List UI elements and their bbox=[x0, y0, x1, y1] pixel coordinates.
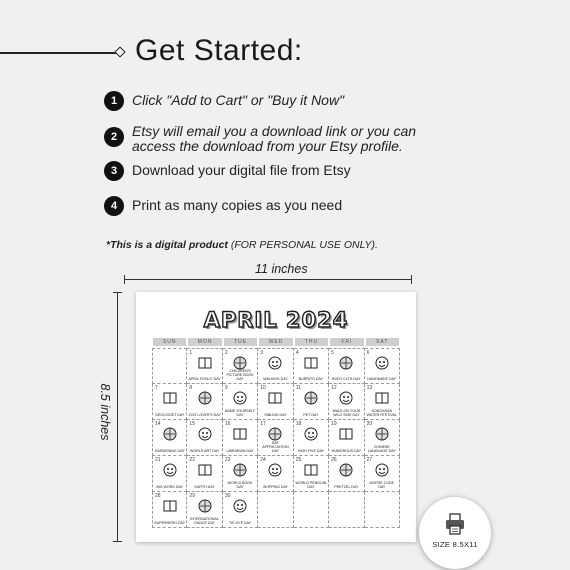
circle-words-icon bbox=[162, 462, 178, 478]
animals-icon bbox=[338, 390, 354, 406]
day-caption: APRIL FOOLS' DAY bbox=[188, 377, 221, 381]
calendar-day-cell bbox=[329, 420, 364, 456]
diamond-ornament bbox=[114, 46, 125, 57]
calendar-day-cell bbox=[294, 456, 329, 492]
day-number: 10 bbox=[260, 385, 266, 391]
day-caption: HUMOROUS DAY bbox=[331, 449, 362, 453]
step-number: 2 bbox=[104, 127, 124, 147]
calendar-day-cell bbox=[258, 384, 293, 420]
day-caption: SKIPPING DAY bbox=[262, 485, 289, 489]
day-number: 20 bbox=[366, 421, 373, 427]
day-number: 17 bbox=[260, 421, 266, 427]
burrito-icon bbox=[303, 355, 319, 371]
globe-art-icon bbox=[197, 426, 213, 442]
day-caption: GARDENING DAY bbox=[154, 449, 185, 453]
page-title: Get Started: bbox=[135, 34, 303, 67]
step-2 bbox=[104, 124, 432, 154]
calendar-day-cell bbox=[223, 456, 258, 492]
calendar-day-cell bbox=[329, 384, 364, 420]
day-number: 1 bbox=[189, 350, 193, 356]
day-number: 24 bbox=[260, 457, 266, 463]
height-label: 8.5 inches bbox=[98, 383, 112, 441]
day-number: 16 bbox=[224, 421, 231, 427]
step-text: Print as many copies as you need bbox=[132, 197, 343, 213]
calendar-day-cell bbox=[152, 420, 187, 456]
day-header: MON bbox=[188, 338, 221, 346]
day-number: 29 bbox=[189, 493, 195, 499]
calendar-day-cell bbox=[329, 492, 364, 528]
day-number: 30 bbox=[224, 493, 231, 499]
day-caption: NAME YOURSELF DAY bbox=[224, 409, 256, 417]
name-tag-icon bbox=[232, 390, 248, 406]
day-caption: WORLD PENGUIN DAY bbox=[295, 481, 327, 489]
calendar-day-cell bbox=[187, 348, 222, 384]
day-number: 12 bbox=[331, 385, 337, 391]
water-icon bbox=[374, 390, 390, 406]
calendar-day-cell bbox=[365, 420, 400, 456]
rock-icon bbox=[162, 390, 178, 406]
calendar-day-cell bbox=[365, 348, 400, 384]
calendar-day-cell bbox=[223, 384, 258, 420]
calendar-day-cell bbox=[152, 456, 187, 492]
day-number: 18 bbox=[295, 421, 302, 427]
step-number: 3 bbox=[104, 161, 124, 181]
calendar-grid bbox=[152, 338, 400, 528]
width-label: 11 inches bbox=[255, 262, 308, 276]
penguin-icon bbox=[303, 462, 319, 478]
calendar-day-cell bbox=[329, 348, 364, 384]
day-number: 13 bbox=[366, 385, 373, 391]
day-header: SUN bbox=[153, 338, 186, 346]
pretzel-icon bbox=[338, 462, 354, 478]
day-caption: PRETZEL DAY bbox=[334, 485, 359, 489]
calendar-day-cell bbox=[294, 384, 329, 420]
calendar-preview bbox=[136, 292, 416, 542]
day-number: 11 bbox=[295, 385, 301, 391]
open-book-icon bbox=[232, 462, 248, 478]
morse-icon bbox=[374, 462, 390, 478]
day-header: THU bbox=[295, 338, 328, 346]
walker-icon bbox=[267, 355, 283, 371]
height-dimension-line bbox=[117, 292, 118, 542]
calendar-day-cell bbox=[329, 456, 364, 492]
calendar-day-cell bbox=[187, 492, 222, 528]
day-number: 5 bbox=[331, 350, 334, 356]
digital-product-note bbox=[106, 239, 378, 251]
day-caption: PET DAY bbox=[303, 413, 319, 417]
day-caption: SIBLING DAY bbox=[264, 413, 287, 417]
day-number: 2 bbox=[224, 350, 228, 356]
hands-heart-icon bbox=[374, 355, 390, 371]
speech-bubbles-icon bbox=[374, 426, 390, 442]
day-caption: BAT APPRECIATION DAY bbox=[262, 441, 289, 453]
disco-ball-icon bbox=[197, 498, 213, 514]
siblings-icon bbox=[267, 390, 283, 406]
day-caption: WORLD ART DAY bbox=[189, 449, 220, 453]
day-caption: BIG WORD DAY bbox=[156, 485, 184, 489]
bat-icon bbox=[267, 426, 283, 442]
day-caption: HANDMADE DAY bbox=[367, 377, 397, 381]
day-caption: HIGH FIVE DAY bbox=[297, 449, 324, 453]
step-3 bbox=[104, 161, 432, 181]
calendar-day-cell bbox=[223, 348, 258, 384]
day-number: 3 bbox=[260, 350, 264, 356]
superhero-icon bbox=[162, 498, 178, 514]
calendar-day-cell bbox=[294, 348, 329, 384]
step-text: Download your digital file from Etsy bbox=[132, 162, 351, 178]
day-caption: BURRITO DAY bbox=[298, 377, 324, 381]
day-number: 7 bbox=[155, 385, 158, 391]
day-caption: BODY CLTH DAY bbox=[332, 377, 361, 381]
step-number: 1 bbox=[104, 91, 124, 111]
day-caption: WALKING DAY bbox=[263, 377, 288, 381]
calendar-day-cell bbox=[258, 456, 293, 492]
step-text: Etsy will email you a download link or you can access the download from your Etsy profile. bbox=[132, 123, 417, 154]
day-number: 15 bbox=[189, 421, 195, 427]
day-caption: MORSE CODE DAY bbox=[369, 481, 395, 489]
calendar-day-cell bbox=[258, 420, 293, 456]
librarian-icon bbox=[232, 426, 248, 442]
day-caption: CHILDREN'S PICTURE BOOK DAY bbox=[226, 369, 254, 381]
day-number: 8 bbox=[189, 385, 193, 391]
size-label: SIZE 8.5X11 bbox=[432, 540, 478, 549]
day-number: 21 bbox=[155, 457, 161, 463]
day-caption: WALK ON YOUR WILD SIDE DAY bbox=[332, 409, 361, 417]
calendar-day-cell bbox=[258, 492, 293, 528]
decorative-line bbox=[0, 52, 118, 54]
printer-icon bbox=[445, 513, 465, 535]
note-rest: (FOR PERSONAL USE ONLY). bbox=[227, 239, 378, 251]
day-caption: GEOLOGIST DAY bbox=[155, 413, 185, 417]
step-number: 4 bbox=[104, 196, 124, 216]
earth-icon bbox=[197, 462, 213, 478]
calendar-day-cell bbox=[223, 420, 258, 456]
day-caption: TIE DYE DAY bbox=[229, 521, 252, 525]
day-caption: WORLD BOOK DAY bbox=[227, 481, 253, 489]
day-header: TUE bbox=[224, 338, 257, 346]
rake-icon bbox=[162, 426, 178, 442]
pet-icon bbox=[303, 390, 319, 406]
calendar-title: APRIL 2024 bbox=[203, 308, 349, 332]
calendar-day-cell bbox=[258, 348, 293, 384]
jump-rope-icon bbox=[267, 462, 283, 478]
day-number: 19 bbox=[331, 421, 337, 427]
zoo-gate-icon bbox=[197, 390, 213, 406]
day-number: 14 bbox=[155, 421, 161, 427]
day-number: 9 bbox=[224, 385, 228, 391]
step-1 bbox=[104, 91, 432, 111]
tshirt-icon bbox=[232, 498, 248, 514]
day-caption: LIBRARIAN DAY bbox=[226, 449, 254, 453]
hat-icon bbox=[338, 355, 354, 371]
calendar-day-cell bbox=[187, 384, 222, 420]
calendar-day-cell bbox=[294, 492, 329, 528]
calendar-day-cell bbox=[365, 492, 400, 528]
day-number: 22 bbox=[189, 457, 195, 463]
note-bold: *This is a digital product bbox=[106, 239, 228, 251]
calendar-day-cell bbox=[152, 492, 187, 528]
day-header: WED bbox=[259, 338, 292, 346]
day-header: FRI bbox=[330, 338, 363, 346]
day-number: 6 bbox=[366, 350, 370, 356]
day-caption: SONGKRAN WATER FESTIVAL bbox=[366, 409, 397, 417]
calendar-day-cell bbox=[187, 456, 222, 492]
day-number: 28 bbox=[155, 493, 161, 499]
size-badge bbox=[419, 497, 491, 569]
day-caption: EARTH DAY bbox=[194, 485, 215, 489]
calendar-day-cell bbox=[223, 492, 258, 528]
day-caption: INTERNATIONAL DANCE DAY bbox=[190, 517, 219, 525]
day-caption: ZOO LOVER'S DAY bbox=[188, 413, 221, 417]
day-number: 23 bbox=[224, 457, 231, 463]
day-number: 26 bbox=[331, 457, 337, 463]
high-five-icon bbox=[303, 426, 319, 442]
calendar-day-cell bbox=[365, 384, 400, 420]
calendar-day-cell bbox=[152, 384, 187, 420]
step-4 bbox=[104, 196, 432, 216]
day-number: 25 bbox=[295, 457, 302, 463]
calendar-day-cell bbox=[294, 420, 329, 456]
glasses-icon bbox=[197, 355, 213, 371]
day-caption: CHINESE LANGUAGE DAY bbox=[367, 445, 396, 453]
calendar-day-cell bbox=[187, 420, 222, 456]
laughing-face-icon bbox=[338, 426, 354, 442]
calendar-day-cell bbox=[365, 456, 400, 492]
width-dimension-line bbox=[124, 279, 412, 280]
day-number: 27 bbox=[366, 457, 373, 463]
day-header: SAT bbox=[366, 338, 399, 346]
day-number: 4 bbox=[295, 350, 299, 356]
calendar-day-cell bbox=[152, 348, 187, 384]
step-text: Click "Add to Cart" or "Buy it Now" bbox=[132, 92, 345, 108]
day-caption: SUPERHERO DAY bbox=[154, 521, 186, 525]
